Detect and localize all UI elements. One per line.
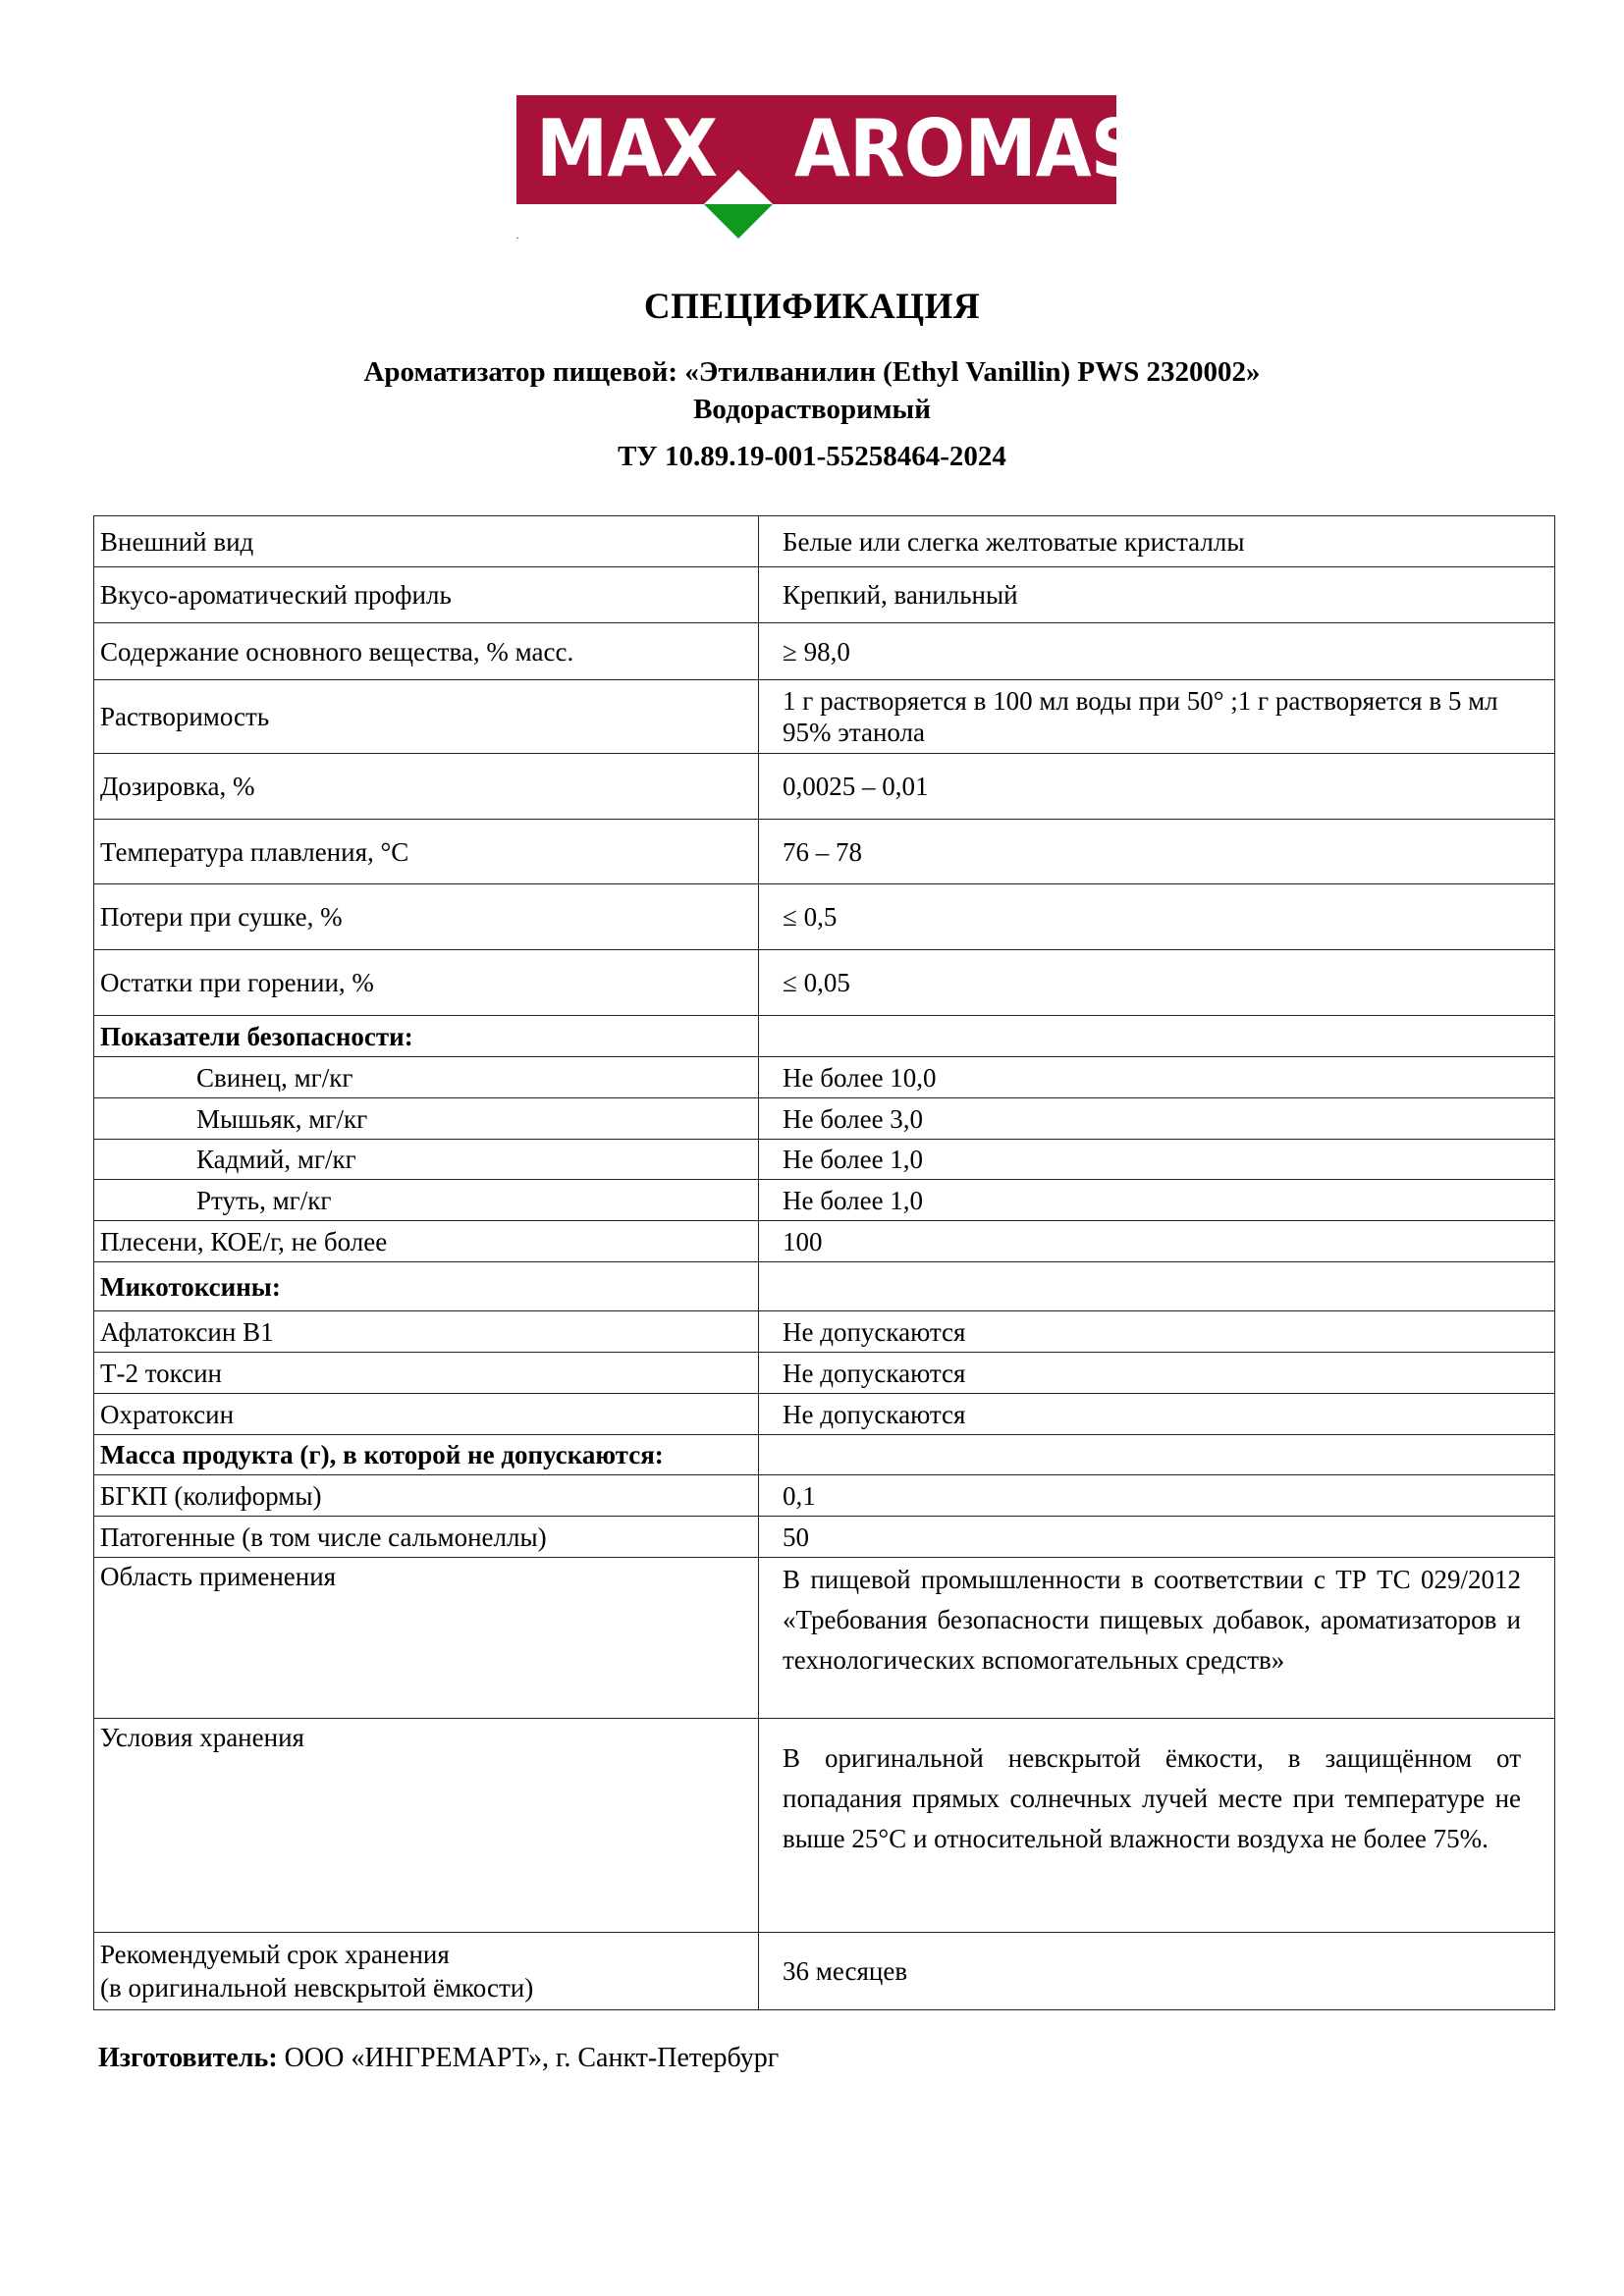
row-value: Не допускаются [759,1311,1555,1353]
row-key: Кадмий, мг/кг [94,1140,759,1180]
table-row [94,1394,1555,1435]
row-value: Не более 3,0 [759,1098,1555,1140]
row-value: 50 [759,1517,1555,1558]
document-title: СПЕЦИФИКАЦИЯ [643,287,981,327]
row-key: БГКП (колиформы) [94,1475,759,1517]
table-row [94,884,1555,950]
row-key: Дозировка, % [94,754,759,820]
row-value: ≥ 98,0 [759,623,1555,680]
table-row [94,1719,1555,1933]
row-key: Ртуть, мг/кг [94,1180,759,1221]
row-key-line-2: (в оригинальной невскрытой ёмкости) [100,1973,534,2002]
max-aromas-logo [516,95,1142,242]
table-row [94,1098,1555,1140]
row-value: 36 месяцев [759,1933,1555,2010]
row-value: Крепкий, ванильный [759,567,1555,623]
row-value: Не более 10,0 [759,1057,1555,1098]
product-name: Ароматизатор пищевой: «Этилванилин (Ethyl Vanillin) PWS 2320002» [363,356,1261,388]
row-key: Афлатоксин В1 [94,1311,759,1353]
manufacturer-name: ООО «ИНГРЕМАРТ», г. Санкт-Петербург [277,2043,780,2073]
table-row [94,1311,1555,1353]
table-row [94,1140,1555,1180]
row-key: Содержание основного вещества, % масс. [94,623,759,680]
section-header: Масса продукта (г), в которой не допускаются: [94,1435,759,1475]
table-row [94,516,1555,567]
table-row [94,820,1555,884]
section-header: Микотоксины: [94,1262,759,1311]
table-row [94,1221,1555,1262]
table-row [94,623,1555,680]
row-key: Мышьяк, мг/кг [94,1098,759,1140]
row-key: Потери при сушке, % [94,884,759,950]
section-header: Показатели безопасности: [94,1016,759,1057]
specification-table [93,515,1555,2010]
logo-dot [516,238,518,239]
row-value [759,1016,1555,1057]
row-key: Область применения [94,1558,759,1719]
row-key [94,1933,759,2010]
row-value: 0,0025 – 0,01 [759,754,1555,820]
section-header-row [94,1435,1555,1475]
row-key: Свинец, мг/кг [94,1057,759,1098]
row-key-line-1: Рекомендуемый срок хранения [100,1940,450,1969]
row-value: 0,1 [759,1475,1555,1517]
table-row [94,1558,1555,1719]
section-header-row [94,1016,1555,1057]
row-value: Не более 1,0 [759,1180,1555,1221]
table-row [94,754,1555,820]
row-value: В пищевой промышленности в соответствии с ТР ТС 029/2012 «Требования безопасности пищевых добавок, ароматизаторов и технологических вспомогательных средств» [759,1558,1555,1719]
table-row [94,950,1555,1016]
row-value [759,1435,1555,1475]
table-row [94,1475,1555,1517]
row-key: Условия хранения [94,1719,759,1933]
row-key: Вкусо-ароматический профиль [94,567,759,623]
row-value: ≤ 0,05 [759,950,1555,1016]
row-value: Белые или слегка желтоватые кристаллы [759,516,1555,567]
manufacturer-label: Изготовитель: [98,2043,278,2073]
table-row [94,1180,1555,1221]
diamond-icon [704,170,773,239]
table-row [94,1057,1555,1098]
row-key: Остатки при горении, % [94,950,759,1016]
row-value: 100 [759,1221,1555,1262]
table-row [94,1353,1555,1394]
row-key: Растворимость [94,680,759,754]
table-row [94,680,1555,754]
manufacturer-line [98,2042,779,2075]
logo-word-aromas: AROMAS [794,103,1142,194]
row-key: Плесени, КОЕ/г, не более [94,1221,759,1262]
row-value: 1 г растворяется в 100 мл воды при 50° ;1 г растворяется в 5 мл 95% этанола [759,680,1555,754]
logo-word-max: MAX [536,103,718,194]
table-row [94,1933,1555,2010]
section-header-row [94,1262,1555,1311]
row-key: Т-2 токсин [94,1353,759,1394]
logo-bar [516,95,1142,204]
row-key: Патогенные (в том числе сальмонеллы) [94,1517,759,1558]
product-type: Водорастворимый [693,394,931,425]
row-value: 76 – 78 [759,820,1555,884]
row-value: В оригинальной невскрытой ёмкости, в защищённом от попадания прямых солнечных лучей месте при температуре не выше 25°С и относительной влажности воздуха не более 75%. [759,1719,1555,1933]
row-value: Не более 1,0 [759,1140,1555,1180]
row-value: Не допускаются [759,1394,1555,1435]
technical-standard: ТУ 10.89.19-001-55258464-2024 [618,441,1006,472]
row-value: ≤ 0,5 [759,884,1555,950]
row-key: Внешний вид [94,516,759,567]
row-value: Не допускаются [759,1353,1555,1394]
row-key: Охратоксин [94,1394,759,1435]
row-key: Температура плавления, °С [94,820,759,884]
row-value [759,1262,1555,1311]
table-row [94,1517,1555,1558]
table-row [94,567,1555,623]
